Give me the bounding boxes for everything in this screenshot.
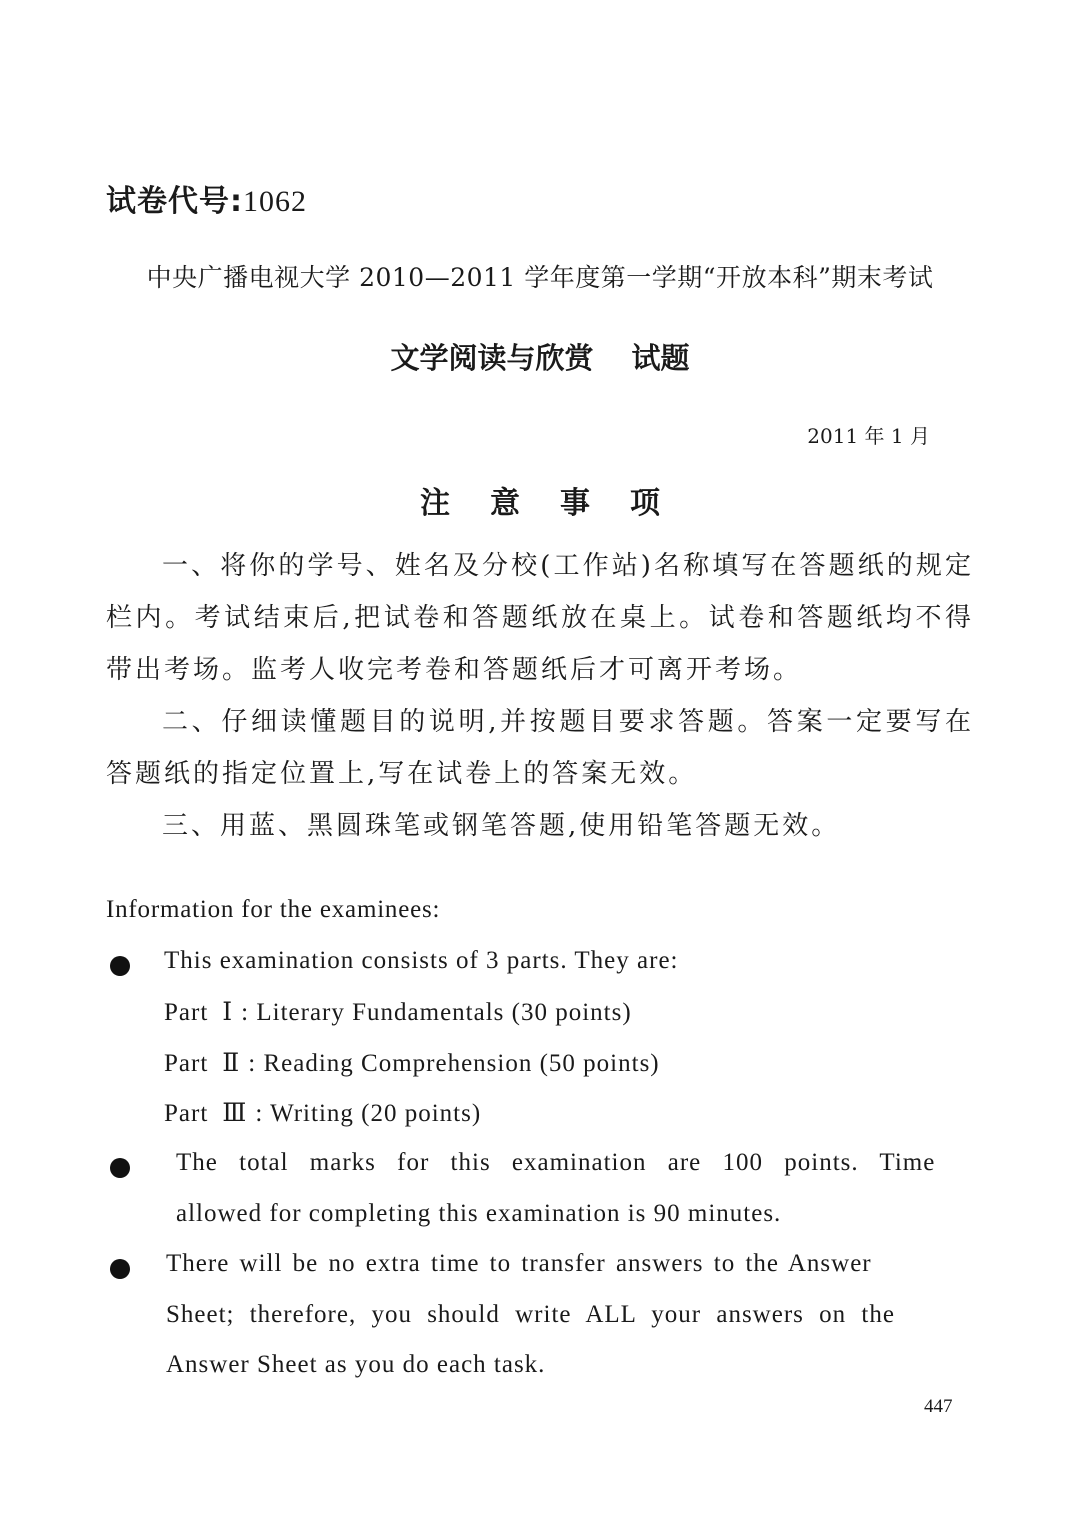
subject-title <box>0 336 1080 377</box>
notice-paragraph-2: 二、仔细读懂题目的说明,并按题目要求答题。答案一定要写在答题纸的指定位置上,写在试卷上的答案无效。 <box>106 707 974 789</box>
notice-paragraph-3: 三、用蓝、黑圆珠笔或钢笔答题,使用铅笔答题无效。 <box>162 811 841 841</box>
part-3-line <box>164 1098 481 1128</box>
info-bullet-3-line-2: Sheet; therefore, you should write ALL your answers on the <box>166 1301 895 1328</box>
notice-paragraph-1: 一、将你的学号、姓名及分校(工作站)名称填写在答题纸的规定栏内。考试结束后,把试卷和答题纸放在桌上。试卷和答题纸均不得带出考场。监考人收完考卷和答题纸后才可离开考场。 <box>106 551 974 685</box>
bullet-icon <box>110 956 130 976</box>
university-exam-line: 中央广播电视大学 2010—2011 学年度第一学期“开放本科”期末考试 <box>146 263 934 292</box>
page-number: 447 <box>924 1396 953 1417</box>
info-intro: Information for the examinees: <box>106 896 441 923</box>
info-bullet-3-line-1: There will be no extra time to transfer answers to the Answer <box>166 1250 872 1277</box>
info-bullet-3-line-3: Answer Sheet as you do each task. <box>166 1351 546 1378</box>
paper-code-label: 试卷代号 <box>106 184 230 219</box>
info-bullet-2-line-2: allowed for completing this examination is 90 minutes. <box>176 1200 782 1227</box>
part-1-roman: Ⅰ <box>222 999 234 1026</box>
part-2-roman: Ⅱ <box>222 1050 241 1077</box>
subject-name: 文学阅读与欣赏 <box>390 341 594 375</box>
info-bullet-2-line-1: The total marks for this examination are 100 points. Time <box>176 1149 936 1176</box>
info-bullet-1: This examination consists of 3 parts. They are: <box>164 947 679 974</box>
paper-code <box>106 176 307 220</box>
part-2-label: Part <box>164 1050 209 1077</box>
notice-title: 注意事项 <box>420 486 700 521</box>
part-1-line <box>164 997 632 1027</box>
paper-code-separator: : <box>230 184 243 219</box>
part-1-text: : Literary Fundamentals (30 points) <box>241 999 632 1026</box>
part-2-text: : Reading Comprehension (50 points) <box>248 1050 660 1077</box>
bullet-icon <box>110 1259 130 1279</box>
part-2-line <box>164 1048 660 1078</box>
part-3-label: Part <box>164 1100 209 1127</box>
exam-date: 2011 年 1 月 <box>807 424 930 448</box>
bullet-icon <box>110 1158 130 1178</box>
subject-suffix: 试题 <box>631 341 690 375</box>
part-3-roman: Ⅲ <box>222 1100 248 1127</box>
paper-code-number: 1062 <box>243 185 307 218</box>
part-3-text: : Writing (20 points) <box>255 1100 482 1127</box>
part-1-label: Part <box>164 999 209 1026</box>
